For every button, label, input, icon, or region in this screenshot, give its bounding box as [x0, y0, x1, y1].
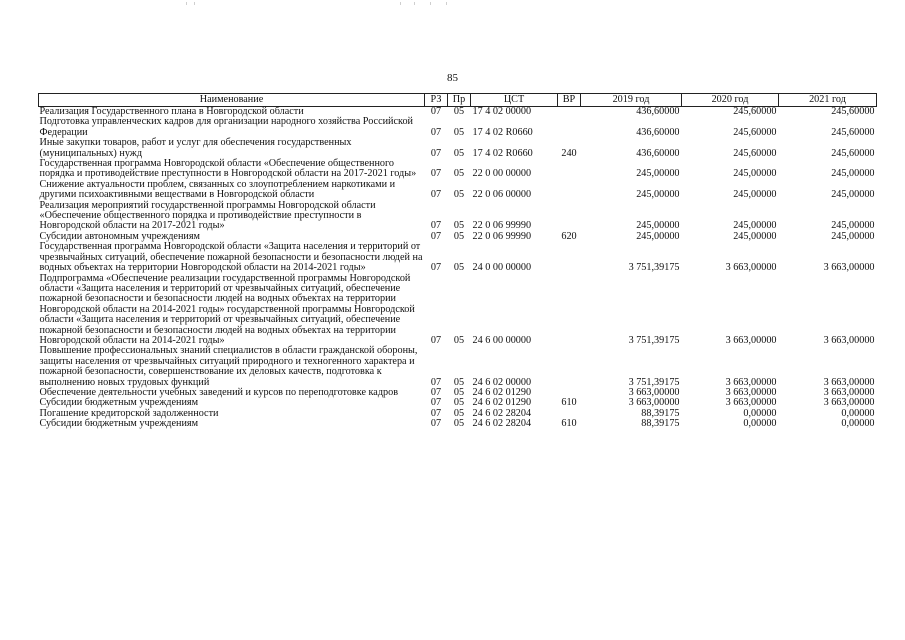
row-name: Государственная программа Новгородской области «Обеспечение общественного порядка и противодействие преступности в Новгородской области на 2017-2021 годы»	[39, 158, 417, 180]
row-cst: 17 4 02 R0660	[472, 126, 533, 138]
row-pr: 05	[453, 106, 465, 117]
col-2021-header: 2021 год	[779, 94, 877, 107]
row-rz: 07	[430, 189, 442, 201]
row-cst: 22 0 06 00000	[472, 189, 532, 201]
row-rz: 07	[430, 376, 442, 388]
col-cst-header: ЦСТ	[471, 94, 558, 107]
row-2019: 436,60000	[636, 106, 680, 117]
row-name: Субсидии автономным учреждениям	[39, 230, 200, 242]
row-rz: 07	[430, 397, 442, 409]
row-vr	[558, 180, 581, 201]
col-2019-header: 2019 год	[581, 94, 682, 107]
row-name: Погашение кредиторской задолженности	[39, 407, 219, 419]
row-name: Реализация Государственного плана в Новгородской области	[39, 106, 304, 117]
row-2019: 3 663,00000	[628, 397, 680, 409]
row-cst: 24 6 02 28204	[472, 418, 532, 430]
row-2019: 3 751,39175	[628, 334, 680, 346]
row-rz: 07	[430, 418, 442, 430]
row-2020: 3 663,00000	[725, 386, 777, 398]
row-name: Государственная программа Новгородской области «Защита населения и территорий от чрезвычайных ситуаций, обеспечение пожарной безопасности и безопасности людей на водных объектах на территории Новгородской области на 2014-2021 годы»	[39, 241, 423, 274]
row-pr: 05	[453, 147, 465, 159]
row-2020: 3 663,00000	[725, 397, 777, 409]
col-pr-header: Пр	[448, 94, 471, 107]
row-2020: 245,00000	[733, 189, 777, 201]
row-rz: 07	[430, 262, 442, 274]
row-vr	[558, 107, 581, 118]
row-name: Субсидии бюджетным учреждениям	[39, 418, 199, 430]
row-cst: 24 6 02 01290	[472, 386, 532, 398]
row-name: Иные закупки товаров, работ и услуг для обеспечения государственных (муниципальных) нужд	[39, 137, 352, 159]
row-name: Подпрограмма «Обеспечение реализации государственной программы Новгородской области «Защита населения и территорий от чрезвычайных ситуаций, обеспечение пожарной безопасности и безопасности людей на водных объектах на территории Новгородской области на 2014-2021 годы» государственной программы Новгородской области «Защита населения и территорий от чрезвычайных ситуаций, обеспечение пожарной безопасности и безопасности людей на водных объектах на территории Новгородской области на 2014-2021 годы»	[39, 272, 415, 346]
row-2021: 245,00000	[831, 189, 875, 201]
row-vr: 610	[561, 418, 577, 430]
row-cst: 17 4 02 R0660	[472, 147, 533, 159]
row-pr: 05	[453, 262, 465, 274]
row-rz: 07	[430, 147, 442, 159]
row-vr	[558, 274, 581, 347]
row-2019: 88,39175	[641, 407, 680, 419]
row-2019: 245,00000	[636, 220, 680, 232]
row-2021: 245,00000	[831, 230, 875, 242]
row-vr	[558, 159, 581, 180]
row-2021: 3 663,00000	[823, 386, 875, 398]
row-2021: 245,00000	[831, 168, 875, 180]
table-row	[39, 419, 877, 429]
row-cst: 24 6 02 01290	[472, 397, 532, 409]
row-cst: 22 0 00 00000	[472, 168, 532, 180]
row-rz: 07	[430, 386, 442, 398]
row-2020: 245,60000	[733, 106, 777, 117]
row-pr: 05	[453, 386, 465, 398]
row-2020: 3 663,00000	[725, 262, 777, 274]
row-2021: 3 663,00000	[823, 334, 875, 346]
row-cst: 24 0 00 00000	[472, 262, 532, 274]
row-2021: 0,00000	[841, 407, 875, 419]
row-pr: 05	[453, 168, 465, 180]
row-cst: 17 4 02 00000	[472, 106, 532, 117]
row-vr: 240	[561, 147, 577, 159]
row-2019: 245,00000	[636, 230, 680, 242]
row-2020: 0,00000	[743, 418, 777, 430]
row-pr: 05	[453, 230, 465, 242]
row-2019: 3 751,39175	[628, 376, 680, 388]
table-row	[39, 274, 877, 347]
row-vr: 620	[561, 230, 577, 242]
row-rz: 07	[430, 407, 442, 419]
row-rz: 07	[430, 106, 442, 117]
row-2021: 245,60000	[831, 147, 875, 159]
row-2019: 245,00000	[636, 189, 680, 201]
row-2021: 245,60000	[831, 106, 875, 117]
table-row	[39, 159, 877, 180]
row-rz: 07	[430, 126, 442, 138]
header-row	[39, 94, 877, 107]
scan-artifacts	[0, 2, 905, 8]
row-2019: 3 663,00000	[628, 386, 680, 398]
row-2019: 3 751,39175	[628, 262, 680, 274]
col-name-header: Наименование	[39, 94, 425, 107]
row-2020: 245,60000	[733, 147, 777, 159]
row-2021: 3 663,00000	[823, 397, 875, 409]
row-vr	[558, 346, 581, 388]
row-vr	[558, 117, 581, 138]
page-number: 85	[447, 72, 458, 84]
row-vr: 610	[561, 397, 577, 409]
row-cst: 24 6 02 00000	[472, 376, 532, 388]
col-vr-header: ВР	[558, 94, 581, 107]
row-rz: 07	[430, 220, 442, 232]
row-2020: 245,00000	[733, 168, 777, 180]
row-pr: 05	[453, 376, 465, 388]
row-cst: 24 6 02 28204	[472, 407, 532, 419]
row-name: Обеспечение деятельности учебных заведений и курсов по переподготовке кадров	[39, 386, 399, 398]
row-2021: 3 663,00000	[823, 262, 875, 274]
row-name: Реализация мероприятий государственной программы Новгородской области «Обеспечение общественного порядка и противодействие преступности в Новгородской области на 2017-2021 годы»	[39, 199, 376, 232]
table-body	[39, 107, 877, 430]
col-2020-header: 2020 год	[682, 94, 779, 107]
row-rz: 07	[430, 230, 442, 242]
budget-table	[38, 93, 877, 430]
row-name: Снижение актуальности проблем, связанных со злоупотреблением наркотиками и другими психоактивными веществами в Новгородской области	[39, 178, 396, 201]
row-name: Субсидии бюджетным учреждениям	[39, 397, 199, 409]
row-rz: 07	[430, 334, 442, 346]
row-cst: 22 0 06 99990	[472, 230, 532, 242]
row-2021: 245,00000	[831, 220, 875, 232]
table-row	[39, 117, 877, 138]
row-vr	[558, 242, 581, 273]
row-2020: 3 663,00000	[725, 376, 777, 388]
row-pr: 05	[453, 418, 465, 430]
table-row	[39, 180, 877, 201]
row-2019: 436,60000	[636, 126, 680, 138]
row-pr: 05	[453, 334, 465, 346]
row-name: Подготовка управленческих кадров для организации народного хозяйства Российской Федерации	[39, 116, 413, 138]
row-2020: 3 663,00000	[725, 334, 777, 346]
row-pr: 05	[453, 397, 465, 409]
row-cst: 24 6 00 00000	[472, 334, 532, 346]
row-rz: 07	[430, 168, 442, 180]
row-2021: 3 663,00000	[823, 376, 875, 388]
table-row	[39, 242, 877, 273]
col-rz-header: РЗ	[425, 94, 448, 107]
row-2019: 88,39175	[641, 418, 680, 430]
row-pr: 05	[453, 126, 465, 138]
row-2020: 245,00000	[733, 230, 777, 242]
row-pr: 05	[453, 189, 465, 201]
row-2019: 245,00000	[636, 168, 680, 180]
row-2019: 436,60000	[636, 147, 680, 159]
row-pr: 05	[453, 407, 465, 419]
table-row	[39, 201, 877, 232]
table-row	[39, 138, 877, 159]
table-row	[39, 346, 877, 388]
row-2020: 245,60000	[733, 126, 777, 138]
row-2021: 0,00000	[841, 418, 875, 430]
row-cst: 22 0 06 99990	[472, 220, 532, 232]
row-pr: 05	[453, 220, 465, 232]
row-vr	[558, 201, 581, 232]
row-2021: 245,60000	[831, 126, 875, 138]
row-name: Повышение профессиональных знаний специалистов в области гражданской обороны, защиты населения от чрезвычайных ситуаций природного и техногенного характера и пожарной безопасности, совершенствование их деловых качеств, подготовка к выполнению новых трудовых функций	[39, 345, 418, 388]
row-2020: 245,00000	[733, 220, 777, 232]
row-2020: 0,00000	[743, 407, 777, 419]
